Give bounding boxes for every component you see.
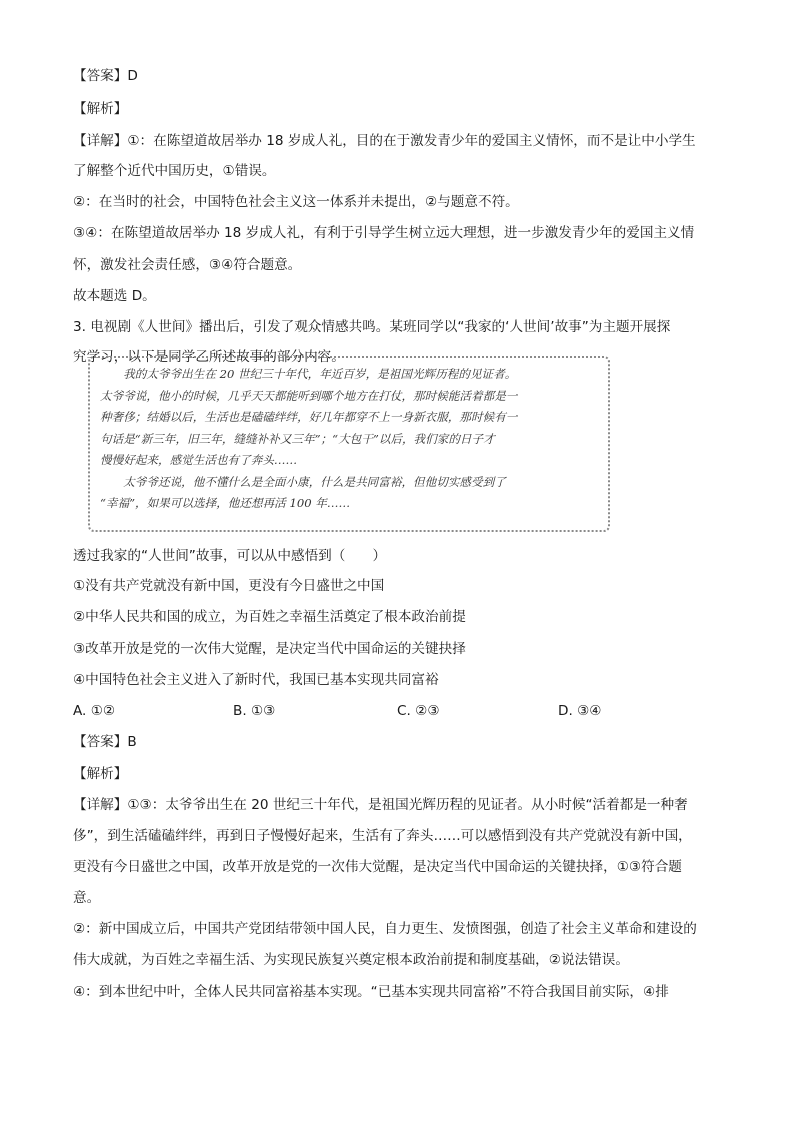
q3-stem: 3. 电视剧《人世间》播出后，引发了观众情感共鸣。某班同学以“我家的‘人世间’故事”为主题开展探 <box>73 319 671 335</box>
story-line: 太爷爷说，他小的时候，几乎天天都能听到哪个地方在打仗，那时候能活着都是一 <box>100 388 518 403</box>
q3-item: ③改革开放是党的一次伟大觉醒，是决定当代中国命运的关键抉择 <box>73 641 466 657</box>
story-line: “幸福”，如果可以选择，他还想再活 100 年…… <box>100 496 351 510</box>
q3-detail-line: 意。 <box>73 890 101 906</box>
q3-detail-line: 侈”，到生活磕磕绊绊，再到日子慢慢好起来，生活有了奔头……可以感悟到没有共产党就没有新中国， <box>73 828 692 844</box>
option-d: D. ③④ <box>558 703 602 719</box>
story-line: 我的太爷爷出生在 20 世纪三十年代，年近百岁，是祖国光辉历程的见证者。 <box>100 367 517 381</box>
story-line: 慢慢好起来，感觉生活也有了奔头…… <box>100 453 298 467</box>
q2-answer: 【答案】D <box>73 68 138 84</box>
q3-detail-line: ②：新中国成立后，中国共产党团结带领中国人民，自力更生、发愤图强，创造了社会主义革命和建设的 <box>73 921 697 937</box>
story-line: 种奢侈；结婚以后，生活也是磕磕绊绊，好几年都穿不上一身新衣服，那时候有一 <box>100 410 518 424</box>
q3-answer: 【答案】B <box>73 734 137 750</box>
story-line: 句话是“新三年，旧三年，缝缝补补又三年”；“大包干”以后，我们家的日子才 <box>100 431 495 446</box>
story-box <box>88 356 610 532</box>
q3-detail-line: ④：到本世纪中叶，全体人民共同富裕基本实现。“已基本实现共同富裕”不符合我国目前实际，④排 <box>73 984 669 1000</box>
story-line: 太爷爷还说，他不懂什么是全面小康，什么是共同富裕，但他切实感受到了 <box>100 474 506 489</box>
q2-analysis-label: 【解析】 <box>73 101 128 117</box>
option-b: B. ①③ <box>233 703 276 719</box>
q3-detail-line: 更没有今日盛世之中国，改革开放是党的一次伟大觉醒，是决定当代中国命运的关键抉择，①③符合题 <box>73 859 682 875</box>
q2-detail-line: ②：在当时的社会，中国特色社会主义这一体系并未提出，②与题意不符。 <box>73 194 519 210</box>
q2-detail-line: 怀，激发社会责任感，③④符合题意。 <box>73 257 302 273</box>
q2-detail-line: 了解整个近代中国历史，①错误。 <box>73 163 276 179</box>
q3-question: 透过我家的“人世间”故事，可以从中感悟到（ ） <box>73 548 387 564</box>
q3-detail-line: 伟大成就，为百姓之幸福生活、为实现民族复兴奠定根本政治前提和制度基础，②说法错误。 <box>73 952 629 968</box>
option-c: C. ②③ <box>397 703 440 719</box>
q3-stem: 究学习，以下是同学乙所述故事的部分内容。 <box>73 349 345 365</box>
q2-conclusion: 故本题选 D。 <box>73 288 156 304</box>
q3-analysis-label: 【解析】 <box>73 766 128 782</box>
q2-detail-line: 【详解】①：在陈望道故居举办 18 岁成人礼，目的在于激发青少年的爱国主义情怀，而不是让中小学生 <box>73 133 696 149</box>
q3-item: ②中华人民共和国的成立，为百姓之幸福生活奠定了根本政治前提 <box>73 609 466 625</box>
q2-detail-line: ③④：在陈望道故居举办 18 岁成人礼，有利于引导学生树立远大理想，进一步激发青少年的爱国主义情 <box>73 225 695 241</box>
option-a: A. ①② <box>73 703 116 719</box>
q3-detail-line: 【详解】①③：太爷爷出生在 20 世纪三十年代，是祖国光辉历程的见证者。从小时候“活着都是一种奢 <box>73 797 688 813</box>
q3-item: ①没有共产党就没有新中国，更没有今日盛世之中国 <box>73 578 385 594</box>
q3-item: ④中国特色社会主义进入了新时代，我国已基本实现共同富裕 <box>73 672 439 688</box>
